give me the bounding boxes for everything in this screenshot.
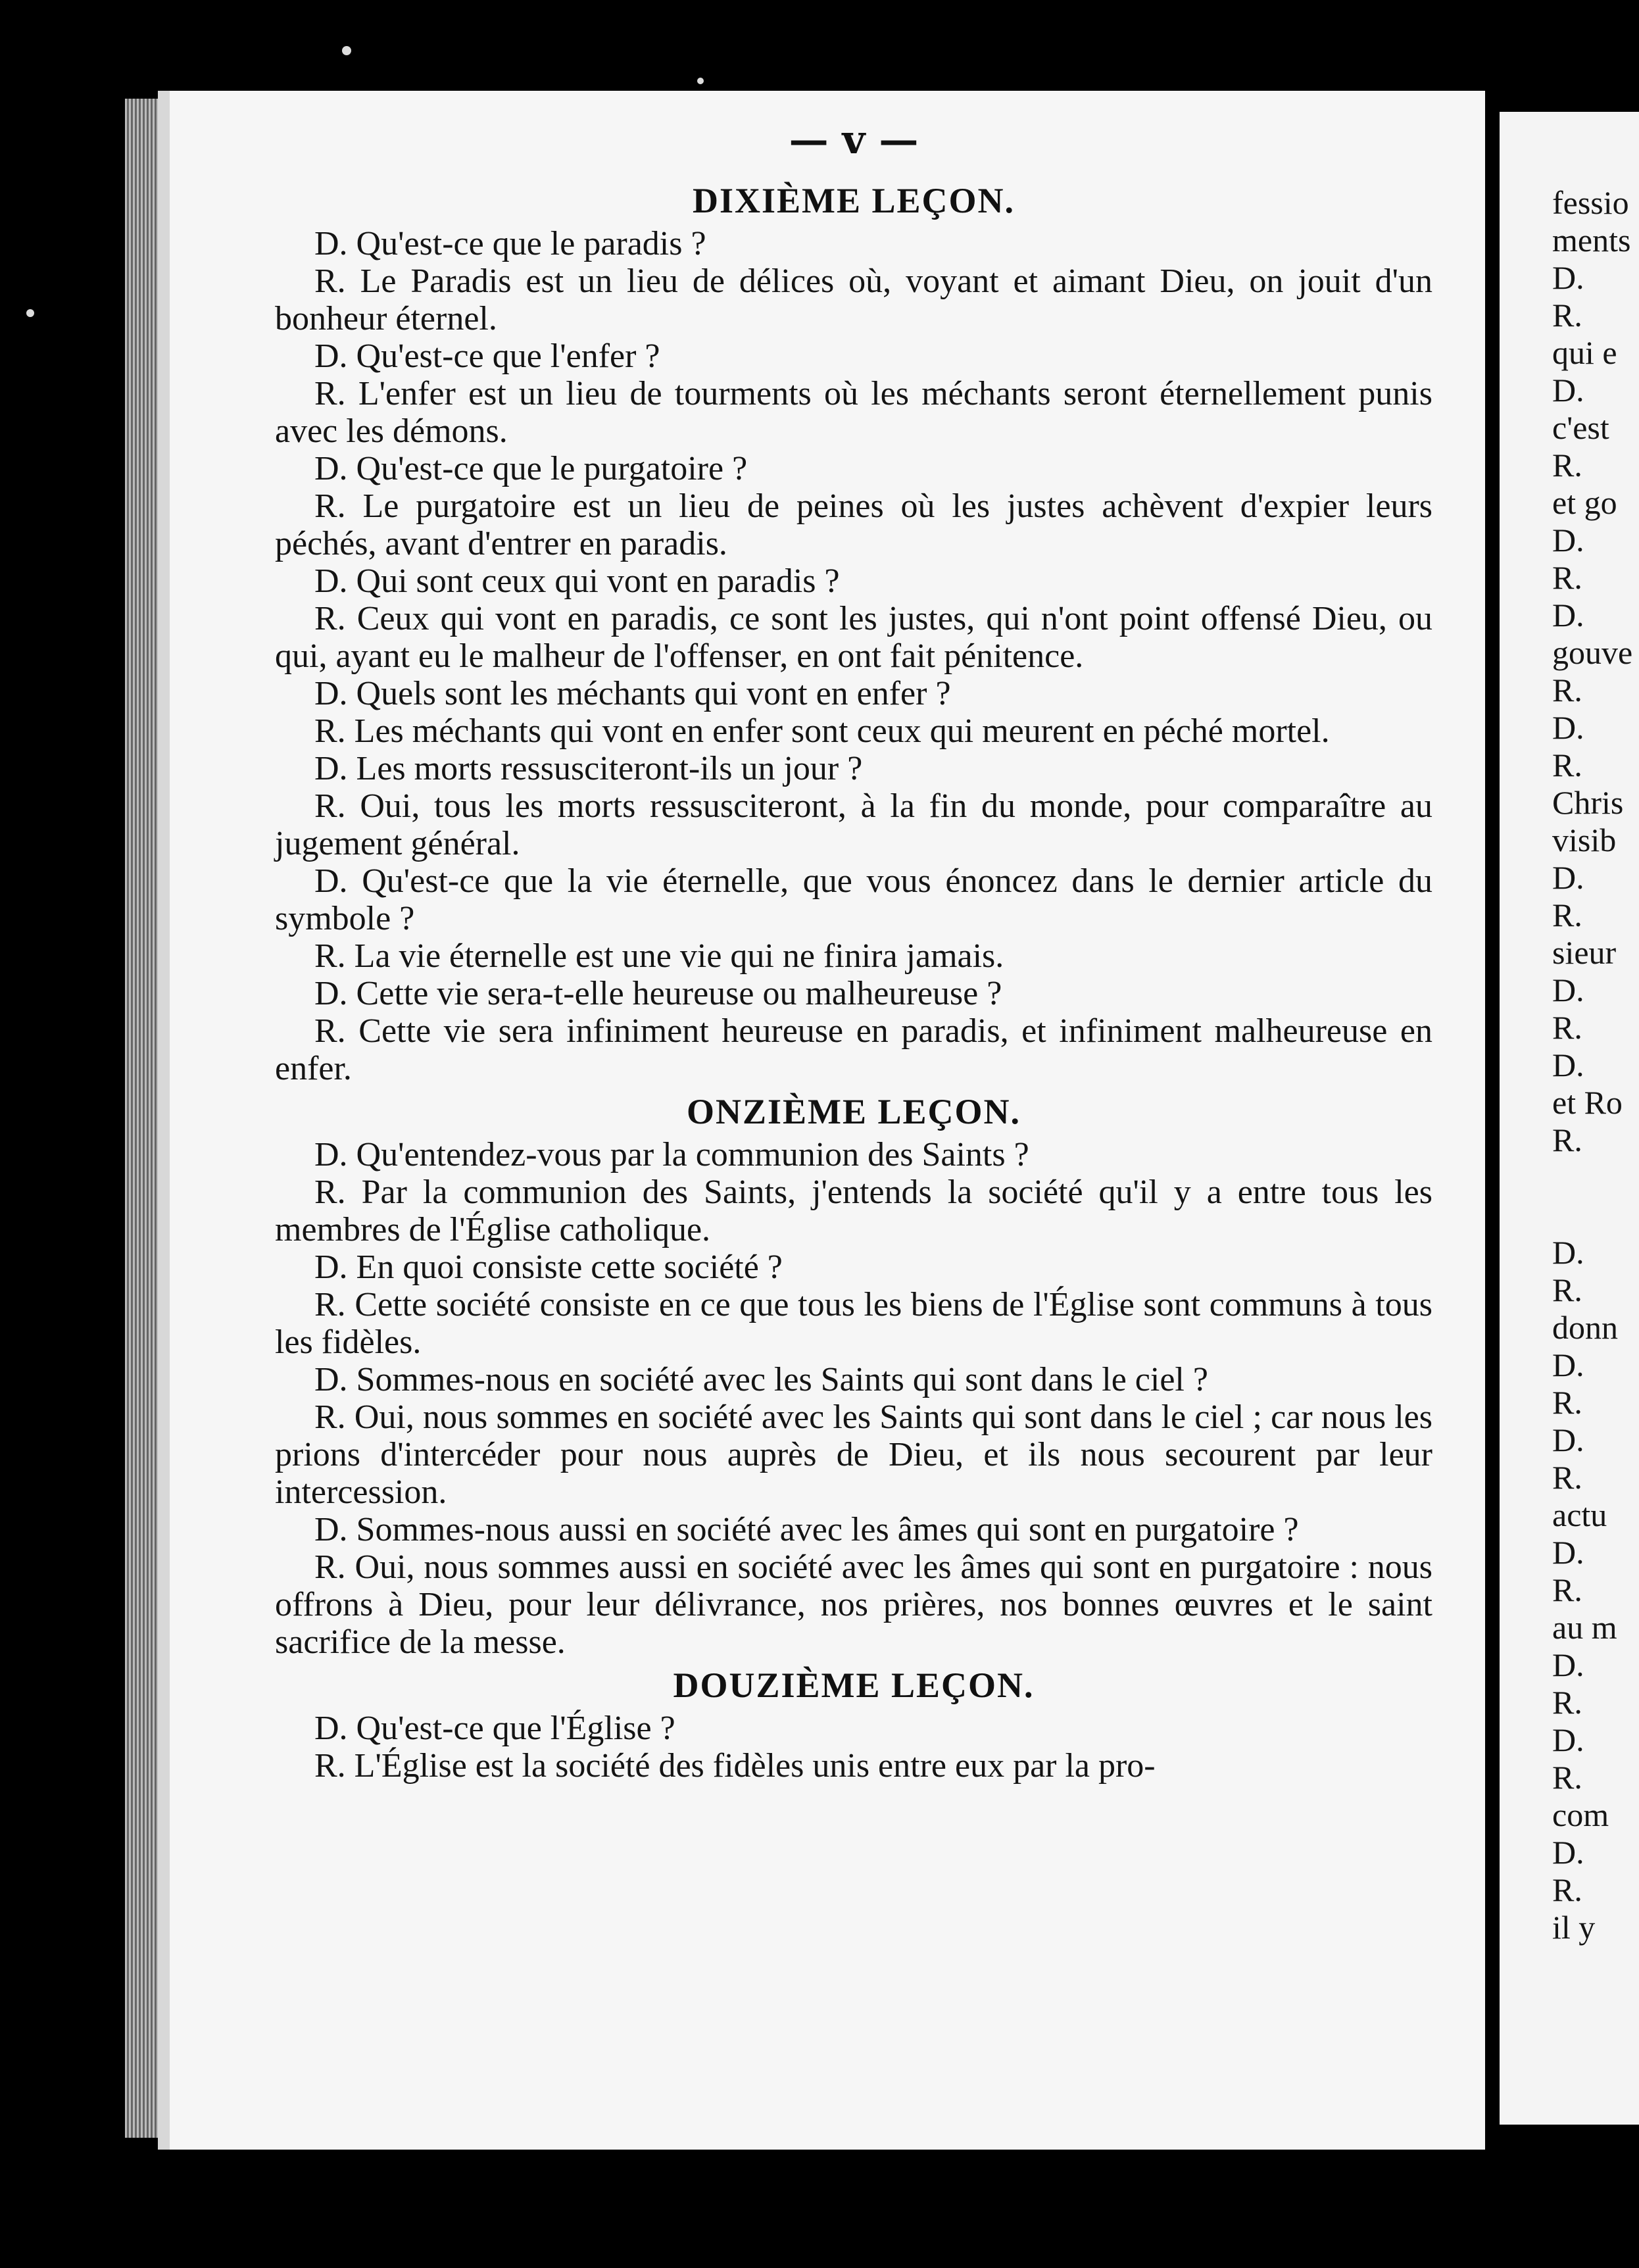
right-page-fragment: D. [1552, 259, 1584, 296]
right-page-fragment: R. [1552, 1122, 1582, 1158]
answer-paragraph: R. Oui, nous sommes aussi en société avec les âmes qui sont en purgatoire : nous offrons à Dieu, pour leur délivrance, nos prières, nos bonnes œuvres et le saint sacrifice de la messe. [275, 1548, 1432, 1661]
right-page-fragment: R. [1552, 1871, 1582, 1908]
answer-paragraph: R. Oui, nous sommes en société avec les Saints qui sont dans le ciel ; car nous les prions d'intercéder pour nous auprès de Dieu, et ils nous secourent par leur intercession. [275, 1398, 1432, 1511]
right-page-fragment: sieur [1552, 934, 1617, 971]
right-page-fragment: D. [1552, 859, 1584, 896]
lesson-content [275, 176, 1432, 1785]
right-page-fragment: et Ro [1552, 1084, 1623, 1121]
right-page-fragment: D. [1552, 1234, 1584, 1271]
answer-paragraph: R. Par la communion des Saints, j'entends la société qu'il y a entre tous les membres de l'Église catholique. [275, 1173, 1432, 1248]
right-page-fragment: fessio [1552, 184, 1629, 221]
answer-paragraph: R. Cette vie sera infiniment heureuse en paradis, et infiniment malheureuse en enfer. [275, 1012, 1432, 1087]
question-paragraph: D. Qu'est-ce que la vie éternelle, que vous énoncez dans le dernier article du symbole ? [275, 862, 1432, 937]
question-paragraph: D. En quoi consiste cette société ? [314, 1248, 783, 1286]
lesson-heading: ONZIÈME LEÇON. [686, 1092, 1021, 1131]
answer-paragraph: R. La vie éternelle est une vie qui ne finira jamais. [314, 937, 1004, 975]
right-page-fragment: D. [1552, 1834, 1584, 1871]
right-page-fragment: D. [1552, 597, 1584, 633]
question-paragraph: D. Sommes-nous aussi en société avec les âmes qui sont en purgatoire ? [314, 1511, 1299, 1548]
page-number: — v — [789, 117, 919, 163]
answer-paragraph: R. Ceux qui vont en paradis, ce sont les justes, qui n'ont point offensé Dieu, ou qui, ayant eu le malheur de l'offenser, en ont fait pénitence. [275, 600, 1432, 675]
right-page-fragment: R. [1552, 672, 1582, 708]
question-paragraph: D. Qu'entendez-vous par la communion des Saints ? [314, 1136, 1029, 1173]
right-page-fragment: R. [1552, 297, 1582, 333]
right-page-fragments [1552, 184, 1632, 1946]
right-page-fragment: D. [1552, 1646, 1584, 1683]
right-page-fragment: R. [1552, 1684, 1582, 1721]
right-page-fragment: R. [1552, 1459, 1582, 1496]
right-page-fragment: il y [1552, 1909, 1596, 1946]
right-page-fragment: D. [1552, 372, 1584, 408]
question-paragraph: D. Qu'est-ce que le purgatoire ? [314, 450, 748, 487]
scan-speck [342, 46, 351, 55]
right-page-fragment: c'est [1552, 409, 1609, 446]
question-paragraph: D. Les morts ressusciteront-ils un jour ? [314, 750, 863, 787]
question-paragraph: D. Cette vie sera-t-elle heureuse ou malheureuse ? [314, 975, 1002, 1012]
right-page-fragment: R. [1552, 1759, 1582, 1796]
right-page-fragment: R. [1552, 1571, 1582, 1608]
right-page-fragment: D. [1552, 1534, 1584, 1571]
right-page-fragment: R. [1552, 897, 1582, 933]
right-page-fragment: D. [1552, 522, 1584, 558]
answer-paragraph: R. L'enfer est un lieu de tourments où les méchants seront éternellement punis avec les démons. [275, 375, 1432, 450]
right-page-fragment: R. [1552, 559, 1582, 596]
right-page-fragment: D. [1552, 709, 1584, 746]
right-page-fragment: donn [1552, 1309, 1618, 1346]
question-paragraph: D. Qu'est-ce que l'enfer ? [314, 337, 660, 375]
right-page-fragment: au m [1552, 1609, 1617, 1646]
scan-speck [26, 309, 34, 317]
question-paragraph: D. Qu'est-ce que le paradis ? [314, 225, 706, 262]
right-page-fragment: visib [1552, 822, 1617, 858]
right-page-fragment: D. [1552, 1721, 1584, 1758]
left-page [158, 91, 1485, 2150]
right-page-fragment: et go [1552, 484, 1617, 521]
right-page-fragment: R. [1552, 1271, 1582, 1308]
scan-speck [697, 78, 704, 84]
right-page-fragment [1552, 1159, 1632, 1196]
right-page-fragment: qui e [1552, 334, 1617, 371]
answer-paragraph: R. L'Église est la société des fidèles unis entre eux par la pro- [314, 1747, 1156, 1785]
right-page-partial [1500, 112, 1639, 2125]
lesson-heading: DOUZIÈME LEÇON. [673, 1665, 1035, 1705]
right-page-fragment: R. [1552, 747, 1582, 783]
answer-paragraph: R. Oui, tous les morts ressusciteront, à la fin du monde, pour comparaître au jugement général. [275, 787, 1432, 862]
right-page-fragment: D. [1552, 972, 1584, 1008]
question-paragraph: D. Sommes-nous en société avec les Saints qui sont dans le ciel ? [314, 1361, 1208, 1398]
right-page-fragment: R. [1552, 447, 1582, 483]
answer-paragraph: R. Les méchants qui vont en enfer sont ceux qui meurent en péché mortel. [314, 712, 1330, 750]
right-page-fragment [1552, 1196, 1632, 1234]
right-page-fragment: Chris [1552, 784, 1624, 821]
right-page-fragment: ments [1552, 222, 1631, 259]
answer-paragraph: R. Le Paradis est un lieu de délices où, voyant et aimant Dieu, on jouit d'un bonheur éternel. [275, 262, 1432, 337]
right-page-fragment: com [1552, 1796, 1609, 1833]
lesson-heading: DIXIÈME LEÇON. [692, 181, 1015, 220]
right-page-fragment: R. [1552, 1384, 1582, 1421]
right-page-fragment: R. [1552, 1009, 1582, 1046]
answer-paragraph: R. Cette société consiste en ce que tous les biens de l'Église sont communs à tous les fidèles. [275, 1286, 1432, 1361]
question-paragraph: D. Qui sont ceux qui vont en paradis ? [314, 562, 840, 600]
answer-paragraph: R. Le purgatoire est un lieu de peines où les justes achèvent d'expier leurs péchés, avant d'entrer en paradis. [275, 487, 1432, 562]
right-page-fragment: D. [1552, 1421, 1584, 1458]
right-page-fragment: D. [1552, 1047, 1584, 1083]
right-page-fragment: gouve [1552, 634, 1633, 671]
question-paragraph: D. Quels sont les méchants qui vont en enfer ? [314, 675, 951, 712]
question-paragraph: D. Qu'est-ce que l'Église ? [314, 1710, 675, 1747]
right-page-fragment: D. [1552, 1346, 1584, 1383]
right-page-fragment: actu [1552, 1496, 1607, 1533]
